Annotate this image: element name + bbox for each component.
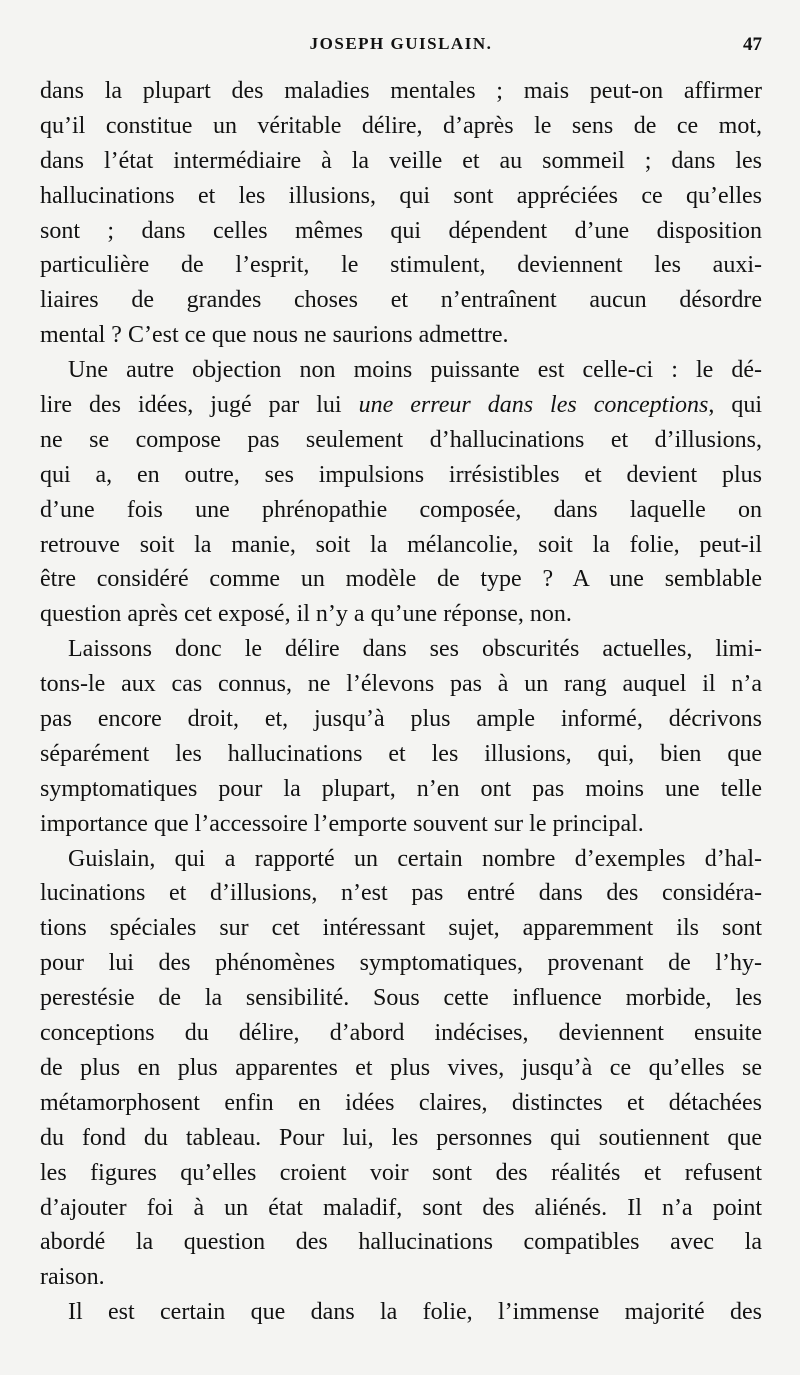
text-line: retrouve soit la manie, soit la mélancolie, soit la folie, peut-il: [40, 531, 762, 558]
text-line: lucinations et d’illusions, n’est pas entré dans des considéra-: [40, 880, 762, 907]
text-line: question après cet exposé, il n’y a qu’une réponse, non.: [40, 601, 572, 628]
text-line: métamorphosent enfin en idées claires, distinctes et détachées: [40, 1089, 762, 1116]
text-run: , qui: [708, 392, 763, 419]
text-line: importance que l’accessoire l’emporte souvent sur le principal.: [40, 810, 644, 837]
page-number: 47: [743, 34, 762, 55]
text-line: de plus en plus apparentes et plus vives, jusqu’à ce qu’elles se: [40, 1054, 762, 1081]
text-line: dans l’état intermédiaire à la veille et au sommeil ; dans les: [40, 147, 762, 174]
text-line: ne se compose pas seulement d’hallucinations et d’illusions,: [40, 426, 762, 453]
paragraph-1: [40, 74, 762, 353]
text-line: les figures qu’elles croient voir sont des réalités et refusent: [40, 1159, 762, 1186]
text-line: séparément les hallucinations et les illusions, qui, bien que: [40, 740, 762, 767]
text-line-with-italic: [40, 388, 762, 423]
text-line: conceptions du délire, d’abord indécises, deviennent ensuite: [40, 1020, 762, 1047]
text-line: du fond du tableau. Pour lui, les personnes qui soutiennent que: [40, 1124, 762, 1151]
text-line: d’une fois une phrénopathie composée, dans laquelle on: [40, 496, 762, 523]
text-line: mental ? C’est ce que nous ne saurions admettre.: [40, 322, 509, 349]
text-line: perestésie de la sensibilité. Sous cette influence morbide, les: [40, 985, 762, 1012]
text-line: qu’il constitue un véritable délire, d’après le sens de ce mot,: [40, 112, 762, 139]
text-line: Laissons donc le délire dans ses obscurités actuelles, limi-: [68, 636, 762, 663]
text-line: hallucinations et les illusions, qui sont appréciées ce qu’elles: [40, 182, 762, 209]
text-line: particulière de l’esprit, le stimulent, deviennent les auxi-: [40, 252, 762, 279]
text-line: pour lui des phénomènes symptomatiques, provenant de l’hy-: [40, 950, 762, 977]
text-line: pas encore droit, et, jusqu’à plus ample informé, décrivons: [40, 706, 762, 733]
text-line: raison.: [40, 1264, 105, 1291]
text-line: être considéré comme un modèle de type ? A une semblable: [40, 566, 762, 593]
text-line: Il est certain que dans la folie, l’immense majorité des: [68, 1299, 762, 1326]
body-text: [40, 74, 762, 1330]
text-line: symptomatiques pour la plupart, n’en ont pas moins une telle: [40, 775, 762, 802]
text-line: tions spéciales sur cet intéressant sujet, apparemment ils sont: [40, 915, 762, 942]
paragraph-2: [40, 353, 762, 632]
paragraph-5: [40, 1295, 762, 1330]
text-line: Une autre objection non moins puissante est celle-ci : le dé-: [68, 357, 762, 384]
text-line: tons-le aux cas connus, ne l’élevons pas à un rang auquel il n’a: [40, 671, 762, 698]
text-line: sont ; dans celles mêmes qui dépendent d’une disposition: [40, 217, 762, 244]
page-header: [40, 34, 762, 60]
paragraph-4: [40, 842, 762, 1296]
text-run: lire des idées, jugé par lui: [40, 392, 359, 419]
text-line: d’ajouter foi à un état maladif, sont des aliénés. Il n’a point: [40, 1194, 762, 1221]
running-head: JOSEPH GUISLAIN.: [309, 34, 493, 53]
text-line: abordé la question des hallucinations compatibles avec la: [40, 1229, 762, 1256]
text-line: Guislain, qui a rapporté un certain nombre d’exemples d’hal-: [68, 845, 762, 872]
paragraph-3: [40, 632, 762, 841]
text-line: qui a, en outre, ses impulsions irrésistibles et devient plus: [40, 461, 762, 488]
text-line: dans la plupart des maladies mentales ; mais peut-on affirmer: [40, 78, 762, 104]
italic-phrase: une erreur dans les conceptions: [358, 392, 709, 419]
text-line: liaires de grandes choses et n’entraînent aucun désordre: [40, 287, 762, 314]
